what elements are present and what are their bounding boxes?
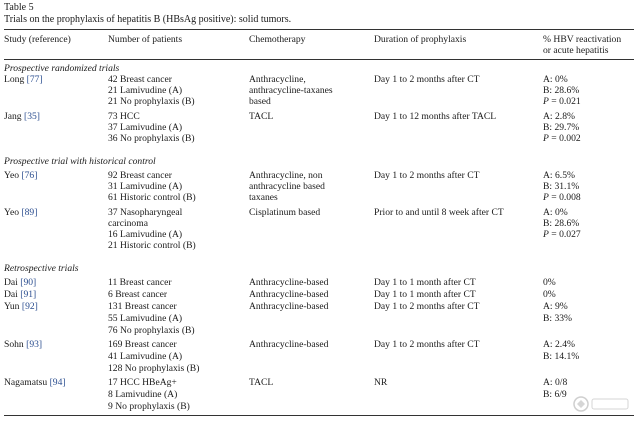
- patients-line: 128 No prophylaxis (B): [108, 363, 200, 374]
- study-cell: [4, 170, 37, 181]
- header-outcome-line2: or acute hepatitis: [543, 45, 609, 56]
- outcome-line: A: 6.5%: [543, 170, 575, 181]
- patients-line: 37 Lamivudine (A): [108, 122, 183, 133]
- outcome-line: A: 2.8%: [543, 111, 575, 122]
- table-caption: Trials on the prophylaxis of hepatitis B (HBsAg positive): solid tumors.: [4, 14, 292, 25]
- patients-line: 61 Historic control (B): [108, 192, 196, 203]
- reference-link[interactable]: [89]: [21, 207, 38, 218]
- chemo-line: Anthracycline-based: [249, 301, 329, 312]
- header-outcome-line1: % HBV reactivation: [543, 34, 622, 45]
- outcome-line: B: 28.6%: [543, 85, 580, 96]
- p-label: P: [543, 96, 549, 107]
- top-rule: [4, 29, 634, 30]
- p-label: P: [543, 229, 549, 240]
- p-number: = 0.002: [548, 133, 581, 144]
- patients-line: 9 No prophylaxis (B): [108, 401, 190, 412]
- duration-cell: Day 1 to 1 month after CT: [374, 289, 476, 300]
- study-cell: [4, 339, 42, 350]
- p-number: = 0.008: [548, 192, 581, 203]
- outcome-line: 0%: [543, 277, 556, 288]
- chemo-line: taxanes: [249, 192, 278, 203]
- patients-line: 21 Historic control (B): [108, 240, 196, 251]
- duration-cell: Day 1 to 2 months after CT: [374, 301, 480, 312]
- patients-line: 37 Nasopharyngeal: [108, 207, 183, 218]
- reference-link[interactable]: [91]: [20, 289, 37, 300]
- duration-cell: Day 1 to 2 months after CT: [374, 339, 480, 350]
- patients-line: 76 No prophylaxis (B): [108, 325, 195, 336]
- watermark-logo: [572, 394, 632, 417]
- outcome-line: A: 0%: [543, 207, 568, 218]
- chemo-line: Anthracycline, non: [249, 170, 323, 181]
- chemo-line: Anthracycline-based: [249, 289, 329, 300]
- patients-line: 41 Lamivudine (A): [108, 351, 183, 362]
- study-cell: [4, 377, 66, 388]
- study-name: Yeo: [4, 207, 20, 218]
- patients-line: 131 Breast cancer: [108, 301, 177, 312]
- p-value: [543, 96, 581, 107]
- p-value: [543, 192, 581, 203]
- chemo-line: TACL: [249, 111, 274, 122]
- reference-link[interactable]: [35]: [24, 111, 40, 122]
- study-name: Dai: [4, 289, 18, 300]
- study-cell: [4, 301, 38, 312]
- chemo-line: Anthracycline,: [249, 74, 306, 85]
- duration-cell: Day 1 to 2 months after CT: [374, 170, 480, 181]
- outcome-line: B: 31.1%: [543, 181, 580, 192]
- study-name: Nagamatsu: [4, 377, 48, 388]
- outcome-line: A: 2.4%: [543, 339, 575, 350]
- patients-line: 8 Lamivudine (A): [108, 389, 178, 400]
- table-label: Table 5: [4, 2, 34, 13]
- chemo-line: Cisplatinum based: [249, 207, 321, 218]
- p-value: [543, 133, 581, 144]
- study-name: Dai: [4, 277, 18, 288]
- outcome-line: B: 33%: [543, 313, 573, 324]
- reference-link[interactable]: [94]: [49, 377, 66, 388]
- study-cell: [4, 74, 43, 85]
- duration-cell: Day 1 to 1 month after CT: [374, 277, 476, 288]
- patients-line: 21 No prophylaxis (B): [108, 96, 195, 107]
- outcome-line: A: 9%: [543, 301, 568, 312]
- chemo-line: anthracycline based: [249, 181, 325, 192]
- outcome-line: 0%: [543, 289, 556, 300]
- outcome-line: B: 28.6%: [543, 218, 580, 229]
- bottom-rule: [4, 415, 634, 416]
- outcome-line: B: 6/9: [543, 389, 567, 400]
- study-cell: [4, 277, 36, 288]
- chemo-line: Anthracycline-based: [249, 339, 329, 350]
- patients-line: 6 Breast cancer: [108, 289, 168, 300]
- section-heading: Prospective randomized trials: [4, 63, 120, 74]
- study-cell: [4, 289, 36, 300]
- chemo-line: anthracycline-taxanes: [249, 85, 333, 96]
- header-chemotherapy: Chemotherapy: [249, 34, 306, 45]
- header-duration: Duration of prophylaxis: [374, 34, 467, 45]
- outcome-line: A: 0%: [543, 74, 568, 85]
- patients-line: 36 No prophylaxis (B): [108, 133, 195, 144]
- chemo-line: based: [249, 96, 271, 107]
- reference-link[interactable]: [76]: [21, 170, 38, 181]
- duration-cell: Day 1 to 2 months after CT: [374, 74, 480, 85]
- section-heading: Retrospective trials: [4, 263, 79, 274]
- reference-link[interactable]: [93]: [26, 339, 43, 350]
- study-cell: [4, 207, 37, 218]
- patients-line: 21 Lamivudine (A): [108, 85, 183, 96]
- patients-line: 31 Lamivudine (A): [108, 181, 183, 192]
- chemo-line: TACL: [249, 377, 274, 388]
- study-name: Yun: [4, 301, 20, 312]
- outcome-line: A: 0/8: [543, 377, 568, 388]
- patients-line: 73 HCC: [108, 111, 140, 122]
- p-number: = 0.021: [548, 96, 581, 107]
- outcome-line: B: 29.7%: [543, 122, 580, 133]
- reference-link[interactable]: [77]: [26, 74, 43, 85]
- watermark-icon: [572, 394, 632, 414]
- p-number: = 0.027: [548, 229, 581, 240]
- patients-line: 169 Breast cancer: [108, 339, 177, 350]
- section-heading: Prospective trial with historical control: [4, 156, 156, 167]
- p-value: [543, 229, 581, 240]
- duration-cell: NR: [374, 377, 388, 388]
- patients-line: 92 Breast cancer: [108, 170, 172, 181]
- study-name: Yeo: [4, 170, 20, 181]
- study-name: Sohn: [4, 339, 24, 350]
- header-study: Study (reference): [4, 34, 71, 45]
- patients-line: 42 Breast cancer: [108, 74, 172, 85]
- duration-cell: Prior to and until 8 week after CT: [374, 207, 504, 218]
- study-name: Long: [4, 74, 25, 85]
- p-label: P: [543, 133, 549, 144]
- p-label: P: [543, 192, 549, 203]
- header-rule: [4, 59, 634, 60]
- patients-line: 16 Lamivudine (A): [108, 229, 183, 240]
- duration-cell: Day 1 to 12 months after TACL: [374, 111, 497, 122]
- reference-link[interactable]: [90]: [20, 277, 37, 288]
- patients-line: 17 HCC HBeAg+: [108, 377, 177, 388]
- patients-line: carcinoma: [108, 218, 148, 229]
- header-patients: Number of patients: [108, 34, 183, 45]
- study-cell: [4, 111, 40, 122]
- chemo-line: Anthracycline-based: [249, 277, 329, 288]
- patients-line: 55 Lamivudine (A): [108, 313, 183, 324]
- study-name: Jang: [4, 111, 22, 122]
- outcome-line: B: 14.1%: [543, 351, 580, 362]
- reference-link[interactable]: [92]: [21, 301, 38, 312]
- patients-line: 11 Breast cancer: [108, 277, 172, 288]
